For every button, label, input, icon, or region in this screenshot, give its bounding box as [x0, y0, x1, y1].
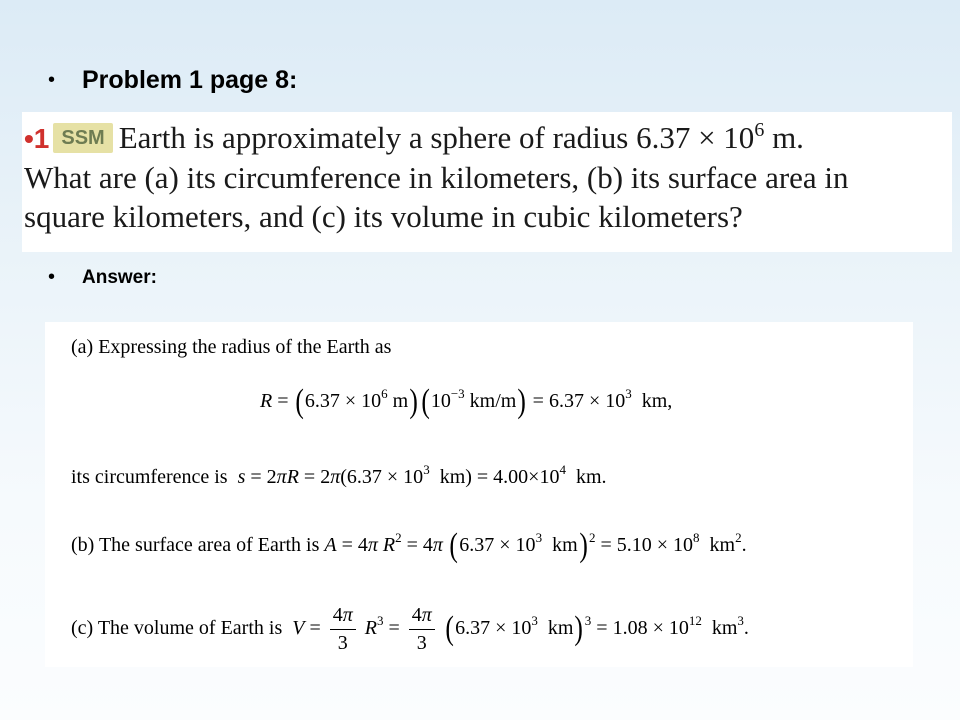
problem-statement-image — [22, 112, 952, 252]
radius-equation: $R = (6.37 \times 10^6$ $m)(10^{-3}$ $km/m) = 6.37 \times 10^3$ km, — [260, 383, 673, 420]
bullet-dot: • — [48, 266, 56, 288]
four-pi-over-three: $\frac{4\pi}{3}$ — [330, 604, 356, 655]
problem-exponent: 6 — [754, 119, 765, 141]
answer-a-intro: (a) Expressing the radius of the Earth as — [71, 336, 392, 358]
problem-line-3: square kilometers, and (c) its volume in cubic kilometers? — [24, 199, 743, 234]
surface-area-line: (b) The surface area of Earth is A = 4π $R^2 = 4\pi$ ($6.37 \times 10^3$ $km)^2 = 5.10 \times 10^8$ $km^2$. — [71, 527, 747, 564]
problem-text-1-end: m. — [764, 120, 804, 155]
problem-text-1: Earth is approximately a sphere of radius 6.37 × 10 — [118, 120, 755, 155]
answer-solution-image — [45, 322, 913, 667]
bullet-dot: • — [48, 69, 56, 91]
volume-text: (c) The volume of Earth is — [71, 617, 283, 640]
problem-line-1 — [24, 118, 952, 158]
ssm-badge: SSM — [53, 123, 112, 153]
answer-heading: Answer: — [82, 266, 157, 288]
problem-bullet — [48, 66, 297, 95]
problem-line-2: What are (a) its circumference in kilometers, (b) its surface area in — [24, 160, 849, 195]
volume-line: (c) The volume of Earth is V = $\frac{4\pi}{3}$ $R^3$ = $\frac{4\pi}{3}$ ($6.37 \times 10^3$ $km)^3 = 1.08 \times 10^{12}$ $km^3$. — [71, 604, 749, 654]
problem-heading: Problem 1 page 8: — [82, 66, 298, 94]
circumference-text: its circumference is — [71, 466, 228, 488]
problem-number: •1 — [24, 123, 50, 154]
surface-area-text: (b) The surface area of Earth is — [71, 534, 320, 556]
circumference-line: its circumference is $s = 2\pi R = 2\pi(6.37 \times 10^3$ $km) = 4.00\times 10^4$ km. — [71, 462, 607, 488]
answer-bullet — [48, 266, 157, 289]
four-pi-over-three: $\frac{4\pi}{3}$ — [409, 604, 435, 655]
